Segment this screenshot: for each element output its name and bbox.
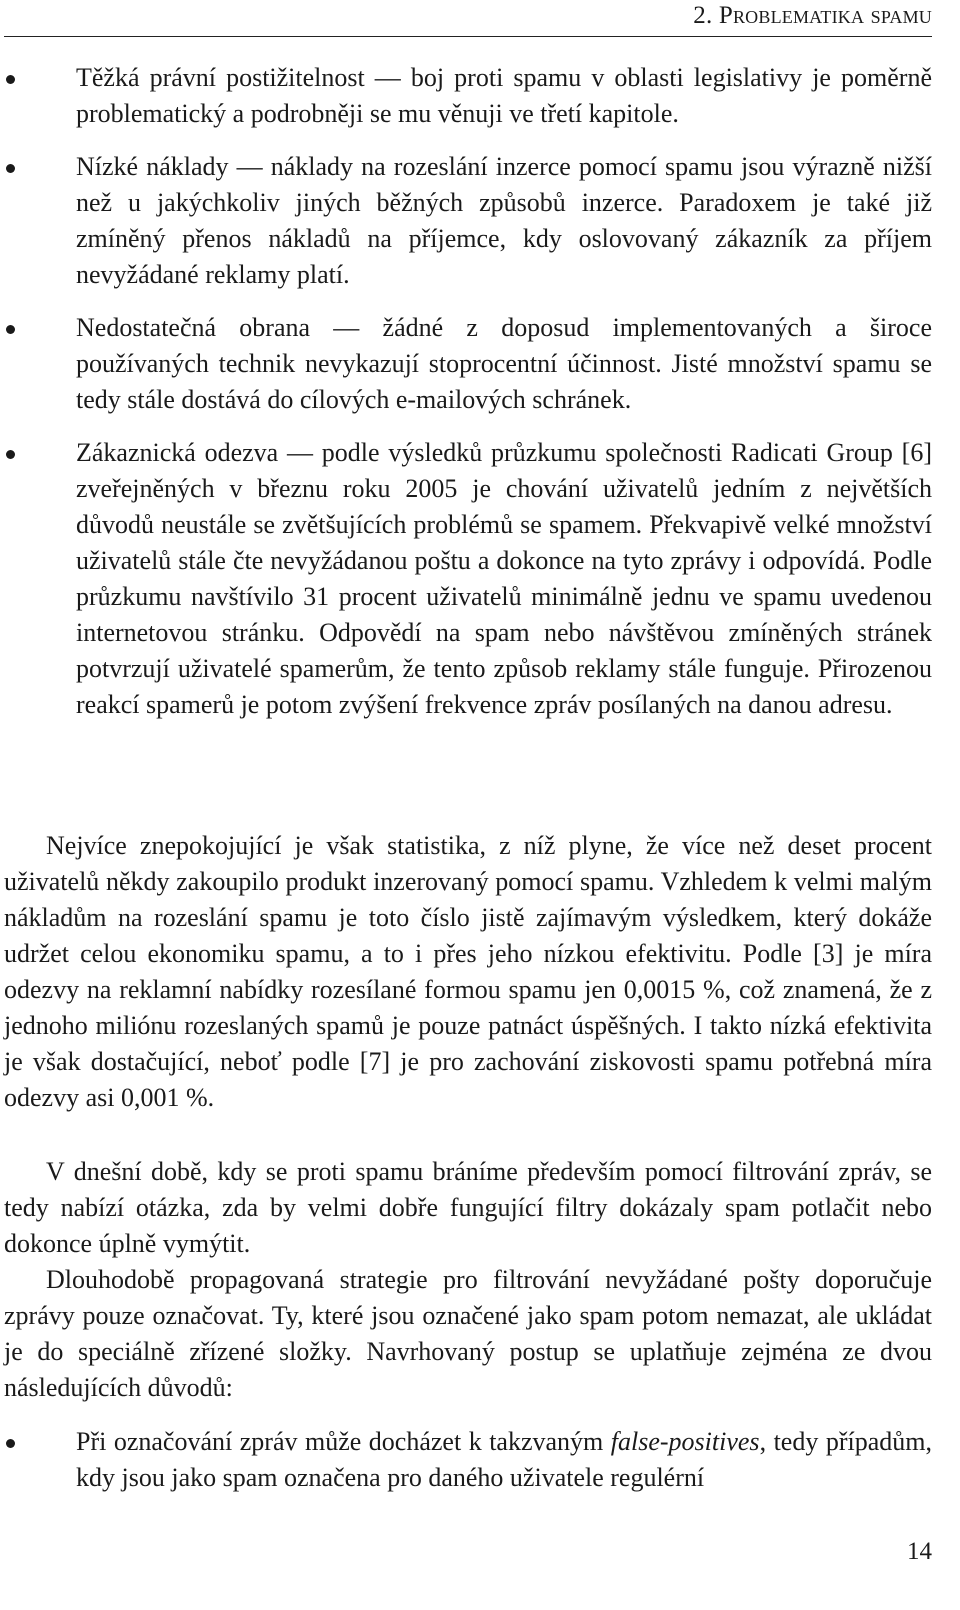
page-number: 14 (907, 1538, 932, 1565)
bullet-icon (6, 75, 15, 84)
bullet-list-filtering (4, 1424, 932, 1496)
list-item (4, 435, 932, 723)
bullet-icon (6, 1439, 15, 1448)
running-head (4, 2, 932, 30)
body-paragraph: Dlouhodobě propagovaná strategie pro filtrování nevyžádané pošty doporučuje zprávy pouze označovat. Ty, které jsou označené jako spam potom nemazat, ale ukládat je do speciálně zřízené složky. Navrhovaný postup se uplatňuje zejména ze dvou následujících důvodů: (4, 1265, 932, 1402)
list-item-text-start: Při označování zpráv může docházet k takzvaným (76, 1427, 611, 1456)
list-item (4, 149, 932, 293)
body-paragraph: Nejvíce znepokojující je však statistika, z níž plyne, že více než deset procent uživatelů někdy zakoupilo produkt inzerovaný pomocí spamu. Vzhledem k velmi malým nákladům na rozeslání spamu je toto číslo jistě zajímavým výsledkem, který dokáže udržet celou ekonomiku spamu, a to i přes jeho nízkou efektivitu. Podle [3] je míra odezvy na reklamní nabídky rozesílané formou spamu jen 0,0015 %, což znamená, že z jednoho miliónu rozeslaných spamů je pouze patnáct úspěšných. I takto nízká efektivita je však dostačující, neboť podle [7] je pro zachování ziskovosti spamu potřebná míra odezvy asi 0,001 %. (4, 831, 932, 1112)
list-item-text: Těžká právní postižitelnost — boj proti spamu v oblasti legislativy je poměrně problematický a podrobněji se mu věnuji ve třetí kapitole. (76, 63, 932, 128)
body-paragraph: V dnešní době, kdy se proti spamu bráníme především pomocí filtrování zpráv, se tedy nabízí otázka, zda by velmi dobře fungující filtry dokázaly spam potlačit nebo dokonce úplně vymýtit. (4, 1157, 932, 1258)
list-item-text: Zákaznická odezva — podle výsledků průzkumu společnosti Radicati Group [6] zveřejněných v březnu roku 2005 je chování uživatelů jedním z největších důvodů neustále se zvětšujících problémů se spamem. Překvapivě velké množství uživatelů stále čte nevyžádanou poštu a dokonce na tyto zprávy i odpovídá. Podle průzkumu navštívilo 31 procent uživatelů minimálně jednu ve spamu uvedenou internetovou stránku. Odpovědí na spam nebo návštěvou zmíněných stránek potvrzují uživatelé spamerům, že tento způsob reklamy stále funguje. Přirozenou reakcí spamerů je potom zvýšení frekvence zpráv posílaných na danou adresu. (76, 438, 932, 719)
list-item (4, 60, 932, 132)
chapter-title: Problematika spamu (718, 2, 932, 29)
list-item-text: Nízké náklady — náklady na rozeslání inzerce pomocí spamu jsou výrazně nižší než u jakýchkoliv jiných běžných způsobů inzerce. Paradoxem je také již zmíněný přenos nákladů na příjemce, kdy oslovovaný zákazník za příjem nevyžádané reklamy platí. (76, 152, 932, 289)
chapter-number: 2. (693, 2, 713, 29)
list-item (4, 1424, 932, 1496)
bullet-list-reasons (4, 60, 932, 740)
list-item-text-end: , tedy případům, kdy jsou jako spam označena pro daného uživatele regulérní (76, 1427, 932, 1492)
header-rule (4, 36, 932, 37)
bullet-icon (6, 325, 15, 334)
list-item (4, 310, 932, 418)
bullet-icon (6, 164, 15, 173)
emphasized-term: false-positives (610, 1427, 760, 1456)
bullet-icon (6, 450, 15, 459)
list-item-text: Nedostatečná obrana — žádné z doposud implementovaných a široce používaných technik nevykazují stoprocentní účinnost. Jisté množství spamu se tedy stále dostává do cílových e-mailových schránek. (76, 313, 932, 414)
